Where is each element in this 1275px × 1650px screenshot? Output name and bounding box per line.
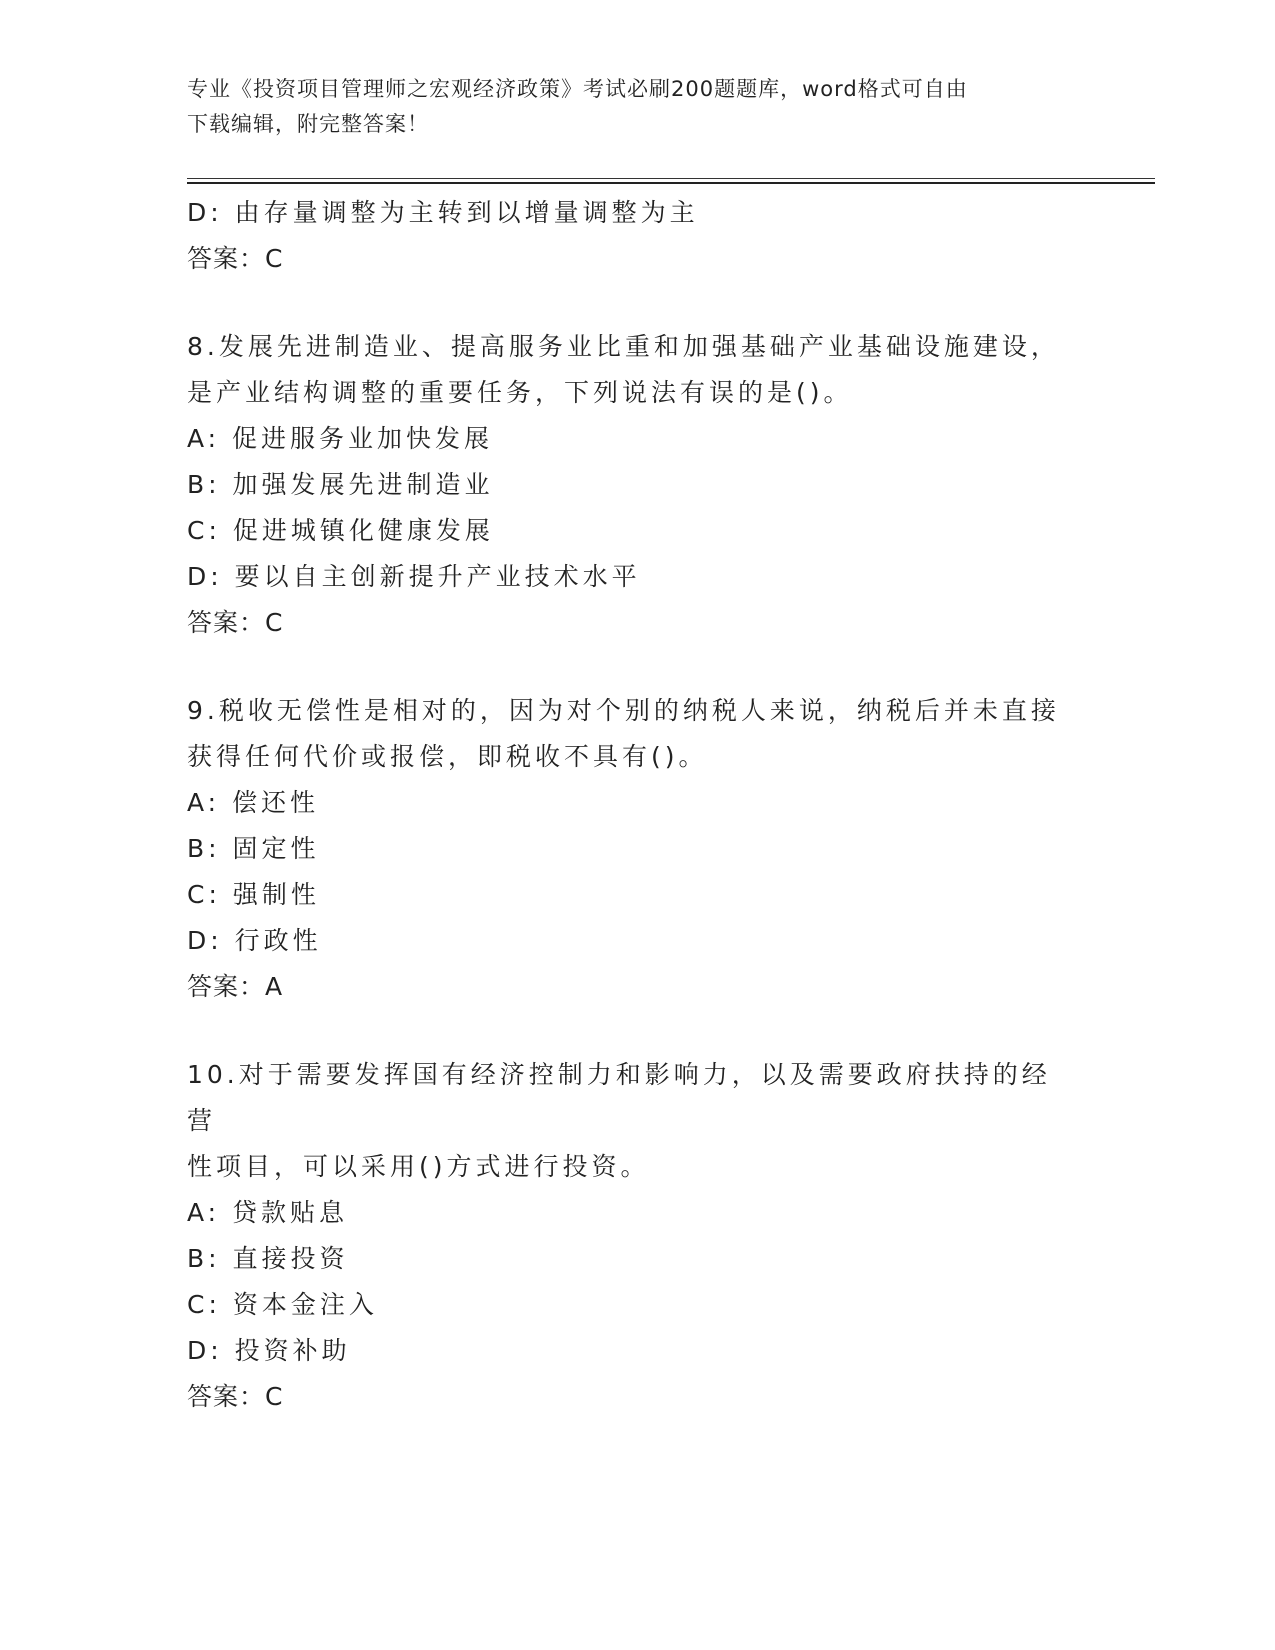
option-c: C: 促进城镇化健康发展 — [187, 516, 494, 545]
question-10 — [187, 1052, 1087, 1420]
answer-line: 答案：C — [187, 244, 284, 273]
header-divider-thick — [187, 182, 1155, 184]
option-d: D: 要以自主创新提升产业技术水平 — [187, 562, 641, 591]
question-stem-line-1: 10.对于需要发挥国有经济控制力和影响力，以及需要政府扶持的经营 — [187, 1060, 1051, 1135]
option-d: D: 行政性 — [187, 926, 322, 955]
question-stem — [187, 324, 1067, 416]
option-a: A: 促进服务业加快发展 — [187, 424, 494, 453]
page-header — [187, 72, 1067, 142]
answer-line: 答案：C — [187, 1382, 284, 1411]
option-d: D: 由存量调整为主转到以增量调整为主 — [187, 198, 699, 227]
option-a: A: 偿还性 — [187, 788, 320, 817]
question-9 — [187, 688, 1087, 1010]
option-b: B: 固定性 — [187, 834, 320, 863]
option-b: B: 加强发展先进制造业 — [187, 470, 494, 499]
question-stem-line-1: 9.税收无偿性是相对的，因为对个别的纳税人来说，纳税后并未直接 — [187, 696, 1060, 725]
question-stem-line-2: 性项目，可以采用()方式进行投资。 — [187, 1152, 650, 1181]
option-c: C: 资本金注入 — [187, 1290, 378, 1319]
header-line-1: 专业《投资项目管理师之宏观经济政策》考试必刷200题题库，word格式可自由 — [187, 77, 968, 101]
option-c: C: 强制性 — [187, 880, 320, 909]
question-stem-line-2: 是产业结构调整的重要任务，下列说法有误的是()。 — [187, 378, 853, 407]
question-8 — [187, 324, 1087, 646]
option-b: B: 直接投资 — [187, 1244, 349, 1273]
question-stem — [187, 688, 1067, 780]
answer-line: 答案：A — [187, 972, 284, 1001]
question-stem — [187, 1052, 1067, 1190]
answer-line: 答案：C — [187, 608, 284, 637]
question-stem-line-1: 8.发展先进制造业、提高服务业比重和加强基础产业基础设施建设， — [187, 332, 1060, 361]
header-line-2: 下载编辑，附完整答案！ — [187, 112, 429, 136]
option-d: D: 投资补助 — [187, 1336, 351, 1365]
header-divider-thin — [187, 178, 1155, 179]
question-stem-line-2: 获得任何代价或报偿，即税收不具有()。 — [187, 742, 708, 771]
carryover-question — [187, 190, 1087, 282]
option-a: A: 贷款贴息 — [187, 1198, 349, 1227]
document-body — [187, 190, 1087, 1420]
